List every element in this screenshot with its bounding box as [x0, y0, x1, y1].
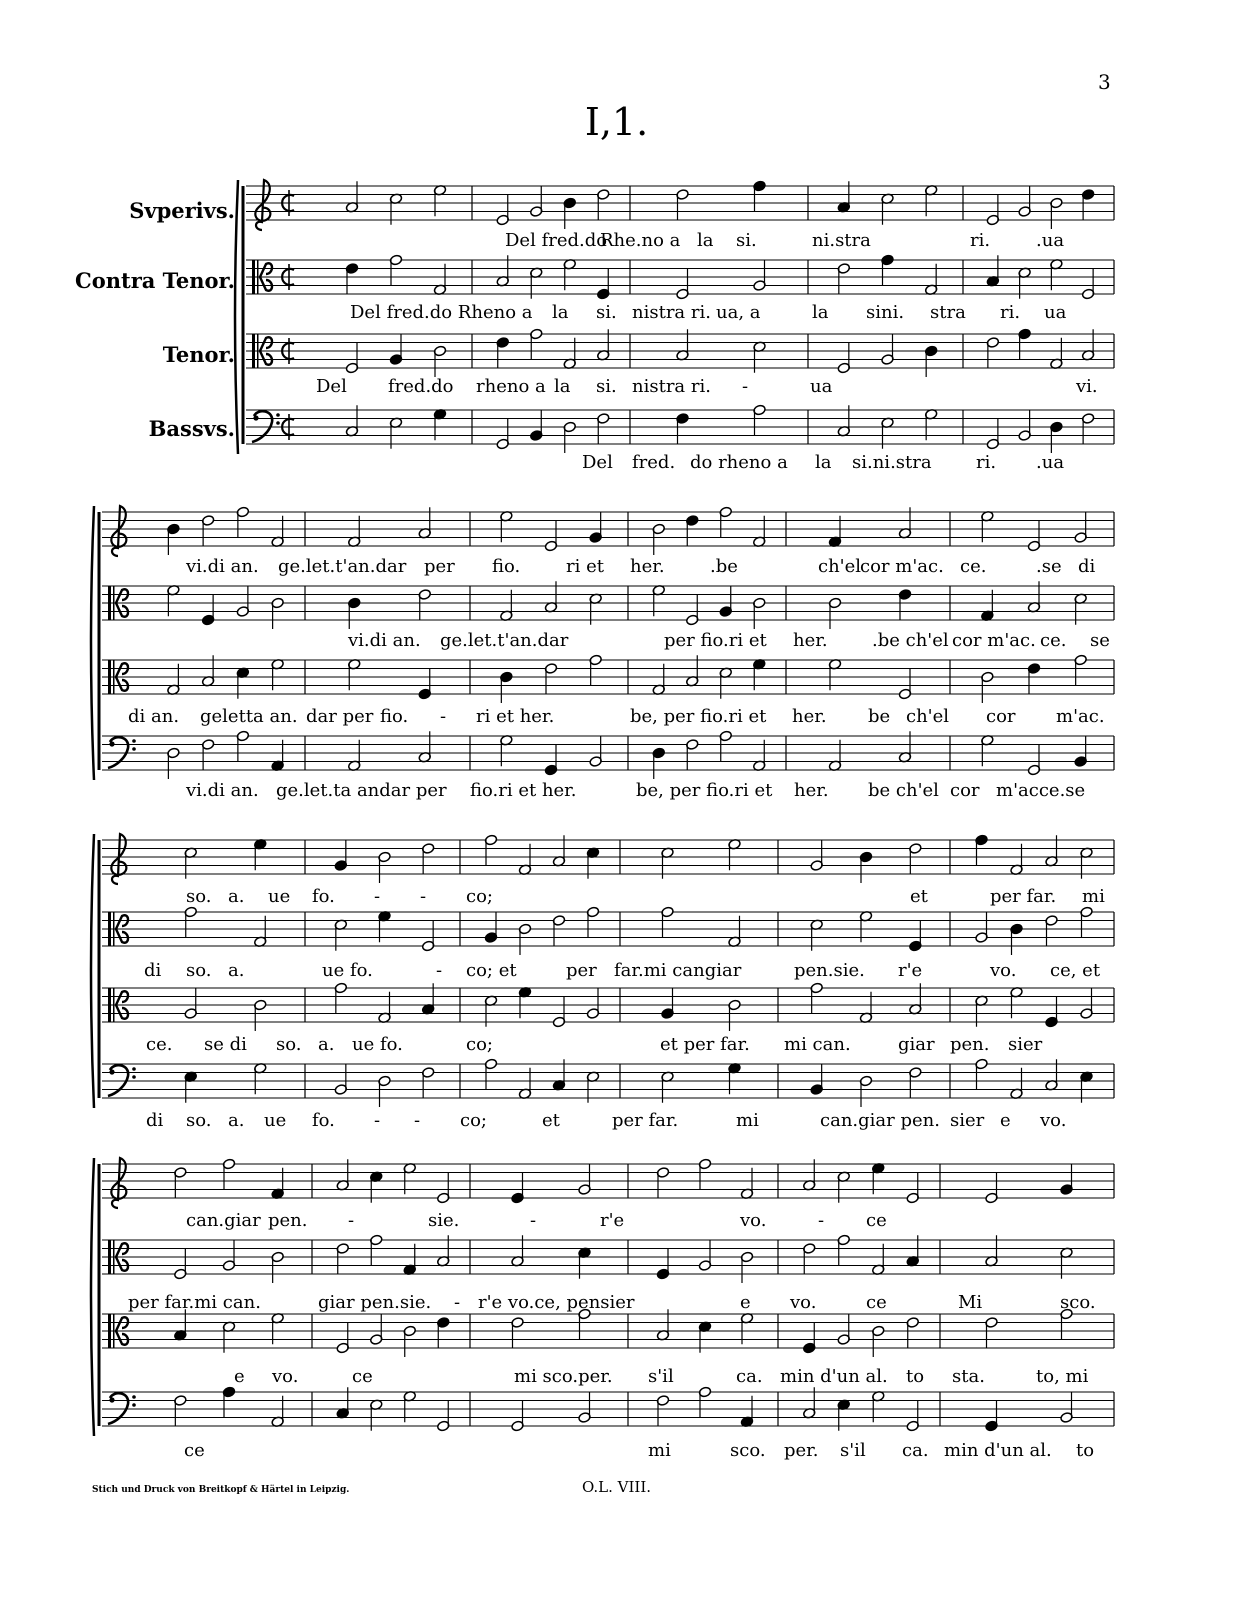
lyric-syllable: her.	[794, 780, 829, 801]
c-clef-icon	[257, 334, 259, 368]
lyric-syllable: ri.	[1000, 302, 1021, 323]
publisher-imprint: Stich und Druck von Breitkopf & Härtel in Leipzig.	[92, 1485, 350, 1495]
lyric-syllable: vo.	[272, 1366, 299, 1387]
lyric-syllable: r'e	[898, 960, 923, 981]
lyric-syllable: so.	[276, 1034, 302, 1055]
bass-clef-dot	[109, 1397, 114, 1402]
lyric-syllable: ri et	[566, 556, 604, 577]
lyric-syllable: cor m'ac.	[952, 630, 1036, 651]
lyric-syllable: mi sco.per.	[514, 1366, 613, 1387]
bass-clef-dot	[276, 421, 280, 425]
lyric-syllable: fio.ri et her.	[470, 780, 577, 801]
lyric-syllable: la	[697, 230, 714, 251]
lyric-syllable: be, per fio.ri et	[630, 706, 767, 727]
lyric-syllable: m'acce.se	[996, 780, 1086, 801]
c-clef-icon	[252, 334, 255, 368]
lyric-syllable: ca.	[736, 1366, 763, 1387]
lyric-syllable: ce	[866, 1210, 887, 1231]
lyric-syllable: fio.	[380, 706, 409, 727]
lyric-syllable: vi.di an.	[348, 630, 421, 651]
system-brace	[91, 834, 94, 1108]
lyric-syllable: s'il	[840, 1440, 866, 1461]
lyric-syllable: pen.	[268, 1210, 308, 1231]
lyric-syllable: a.	[228, 886, 245, 907]
lyric-syllable: ri.	[976, 452, 997, 473]
c-clef-icon	[113, 912, 115, 946]
lyric-syllable: mi	[1082, 886, 1105, 907]
lyric-syllable: ce.	[1040, 630, 1067, 651]
lyric-syllable: far.mi cangiar	[614, 960, 742, 981]
bass-clef-dot	[132, 739, 136, 743]
lyric-syllable: vo.	[1040, 1110, 1067, 1131]
lyric-syllable: a.	[228, 1110, 245, 1131]
lyric-syllable: ue fo.	[352, 1034, 403, 1055]
lyric-syllable: -	[436, 960, 443, 981]
lyric-syllable: ue	[268, 886, 291, 907]
bass-clef-dot	[253, 415, 258, 420]
lyric-syllable: -	[742, 376, 749, 397]
c-clef-icon	[108, 1314, 111, 1348]
lyric-syllable: .be	[710, 556, 738, 577]
lyric-syllable: si.	[596, 302, 617, 323]
c-clef-icon	[113, 1240, 115, 1274]
bass-clef-dot	[109, 741, 114, 746]
lyric-syllable: vi.di an.	[186, 556, 259, 577]
lyric-syllable: ce, et	[1050, 960, 1101, 981]
lyric-syllable: min d'un al.	[944, 1440, 1052, 1461]
lyric-syllable: cor m'ac.	[860, 556, 944, 577]
lyric-syllable: -	[440, 706, 447, 727]
lyric-syllable: per fio.ri et	[664, 630, 767, 651]
lyric-syllable: per.	[784, 1440, 819, 1461]
lyric-syllable: -	[374, 886, 381, 907]
bass-clef-dot	[276, 413, 280, 417]
lyric-syllable: co;	[466, 886, 493, 907]
lyric-syllable: co;	[460, 1110, 487, 1131]
lyric-syllable: vi.	[1076, 376, 1098, 397]
lyric-syllable: r'e vo.ce, pensier	[478, 1292, 635, 1313]
lyric-syllable: ua	[810, 376, 833, 397]
lyric-syllable: sta.	[952, 1366, 985, 1387]
lyric-syllable: giar pen.sie.	[318, 1292, 432, 1313]
c-clef-icon	[113, 988, 115, 1022]
lyric-syllable: -	[530, 1210, 537, 1231]
lyric-syllable: Del fred.do Rheno a	[350, 302, 533, 323]
lyric-syllable: .ua	[1036, 452, 1065, 473]
lyric-syllable: ni.stra	[812, 230, 871, 251]
lyric-syllable: geletta an.	[200, 706, 298, 727]
lyric-syllable: co; et	[466, 960, 517, 981]
lyric-syllable: e	[1000, 1110, 1011, 1131]
lyric-syllable: vo.	[990, 960, 1017, 981]
lyric-syllable: ua	[1044, 302, 1067, 323]
lyric-syllable: her.	[792, 706, 827, 727]
lyric-syllable: to, mi	[1036, 1366, 1089, 1387]
lyric-syllable: pen.sie.	[794, 960, 865, 981]
bass-clef-dot	[109, 1069, 114, 1074]
lyric-syllable: sco.	[1060, 1292, 1096, 1313]
lyric-syllable: -	[420, 886, 427, 907]
lyric-syllable: di	[144, 960, 162, 981]
lyric-syllable: dar per	[306, 706, 374, 727]
lyric-syllable: ge.let.t'an.dar	[278, 556, 407, 577]
lyric-syllable: -	[818, 1210, 825, 1231]
lyric-syllable: sco.	[730, 1440, 766, 1461]
lyric-syllable: fred.do	[388, 376, 454, 397]
lyric-syllable: be	[868, 706, 891, 727]
lyric-syllable: nistra ri.	[632, 302, 711, 323]
c-clef-icon	[113, 586, 115, 620]
lyric-syllable: be, per fio.ri et	[636, 780, 773, 801]
lyric-syllable: to	[1076, 1440, 1095, 1461]
lyric-syllable: ue fo.	[322, 960, 373, 981]
lyric-syllable: can.giar	[186, 1210, 261, 1231]
lyric-syllable: -	[374, 1110, 381, 1131]
lyric-syllable: do rheno a	[690, 452, 788, 473]
lyric-syllable: ce	[866, 1292, 887, 1313]
lyric-syllable: sie.	[428, 1210, 460, 1231]
bass-clef-dot	[132, 747, 136, 751]
lyric-syllable: ch'el	[818, 556, 862, 577]
lyric-syllable: fo.	[312, 1110, 335, 1131]
lyric-syllable: per far.	[990, 886, 1057, 907]
c-clef-icon	[108, 912, 111, 946]
lyric-syllable: min d'un al.	[780, 1366, 888, 1387]
bass-clef-dot	[132, 1395, 136, 1399]
lyric-syllable: cor	[986, 706, 1016, 727]
page-number: 3	[1098, 70, 1111, 94]
lyric-syllable: pen.	[950, 1034, 990, 1055]
lyric-syllable: nistra ri.	[632, 376, 711, 397]
bass-clef-dot	[132, 1067, 136, 1071]
lyric-syllable: si.ni.stra	[852, 452, 932, 473]
c-clef-icon	[113, 1314, 115, 1348]
lyric-syllable: her.	[630, 556, 665, 577]
lyric-syllable: per	[424, 556, 455, 577]
lyric-syllable: ce	[184, 1440, 205, 1461]
c-clef-icon	[108, 660, 111, 694]
lyric-syllable: .ua	[1036, 230, 1065, 251]
system-brace	[91, 506, 94, 780]
lyric-syllable: e	[234, 1366, 245, 1387]
c-clef-icon	[108, 586, 111, 620]
lyric-syllable: sini.	[866, 302, 905, 323]
lyric-syllable: ca.	[902, 1440, 929, 1461]
lyric-syllable: r'e	[600, 1210, 625, 1231]
lyric-syllable: -	[348, 1210, 355, 1231]
lyric-syllable: ue	[264, 1110, 287, 1131]
lyric-syllable: di	[1078, 556, 1096, 577]
lyric-syllable: Del fred.do	[505, 230, 608, 251]
lyric-syllable: ri et her.	[476, 706, 555, 727]
treble-clef-icon	[255, 180, 270, 230]
lyric-syllable: fo.	[312, 886, 335, 907]
lyric-syllable: ua, a	[716, 302, 761, 323]
lyric-syllable: vo.	[790, 1292, 817, 1313]
c-clef-icon	[252, 260, 255, 294]
lyric-syllable: cor	[950, 780, 980, 801]
lyric-syllable: giar	[898, 1034, 935, 1055]
lyric-syllable: sier	[950, 1110, 985, 1131]
c-clef-icon	[108, 988, 111, 1022]
lyric-syllable: se di	[204, 1034, 247, 1055]
lyric-syllable: -	[414, 1110, 421, 1131]
lyric-syllable: a.	[228, 960, 245, 981]
treble-clef-icon	[111, 834, 126, 884]
lyric-syllable: .se	[1036, 556, 1062, 577]
lyric-syllable: Del	[582, 452, 613, 473]
lyric-syllable: Del	[316, 376, 347, 397]
lyric-syllable: ge.let.t'an.dar	[440, 630, 569, 651]
lyric-syllable: s'il	[648, 1366, 674, 1387]
lyric-syllable: be ch'el	[868, 780, 939, 801]
bass-clef-dot	[132, 1403, 136, 1407]
part-name-bassus: Bassvs.	[148, 416, 235, 441]
piece-title: I,1.	[584, 100, 649, 144]
lyric-syllable: mi	[648, 1440, 671, 1461]
lyric-syllable: ce.	[960, 556, 987, 577]
lyric-syllable: si.	[736, 230, 757, 251]
c-clef-icon	[108, 1240, 111, 1274]
lyric-syllable: di	[146, 1110, 164, 1131]
lyric-syllable: la	[552, 302, 569, 323]
lyric-syllable: .be ch'el	[872, 630, 949, 651]
part-name-contratenor: Contra Tenor.	[75, 268, 235, 293]
lyric-syllable: sier	[1008, 1034, 1043, 1055]
lyric-syllable: si.	[596, 376, 617, 397]
treble-clef-icon	[111, 1158, 126, 1208]
lyric-syllable: se	[1090, 630, 1110, 651]
lyric-syllable: rheno a	[476, 376, 546, 397]
lyric-syllable: fio.	[492, 556, 521, 577]
part-name-tenor: Tenor.	[162, 342, 235, 367]
lyric-syllable: la	[812, 302, 829, 323]
lyric-syllable: mi can.	[784, 1034, 851, 1055]
system-brace	[235, 180, 238, 454]
lyric-syllable: vo.	[740, 1210, 767, 1231]
lyric-syllable: to	[906, 1366, 925, 1387]
lyric-syllable: ge.let.ta andar per	[276, 780, 447, 801]
bass-clef-dot	[132, 1075, 136, 1079]
lyric-syllable: la	[815, 452, 832, 473]
lyric-syllable: di an.	[128, 706, 180, 727]
catalog-number: O.L. VIII.	[581, 1478, 652, 1496]
lyric-syllable: Mi	[958, 1292, 983, 1313]
part-name-superius: Svperivs.	[129, 198, 235, 223]
system-brace	[91, 1158, 94, 1436]
lyric-syllable: so.	[186, 1110, 212, 1131]
lyric-syllable: ch'el	[906, 706, 950, 727]
lyric-syllable: so.	[186, 886, 212, 907]
lyric-syllable: vi.di an.	[186, 780, 259, 801]
lyric-syllable: mi	[736, 1110, 759, 1131]
lyric-syllable: per far.	[612, 1110, 679, 1131]
lyric-syllable: her.	[793, 630, 828, 651]
lyric-syllable: ce	[352, 1366, 373, 1387]
treble-clef-icon	[111, 506, 126, 556]
lyric-syllable: Rhe.no a	[600, 230, 681, 251]
lyric-syllable: -	[454, 1292, 461, 1313]
lyric-syllable: a.	[318, 1034, 335, 1055]
lyric-syllable: per far.mi can.	[128, 1292, 261, 1313]
lyric-syllable: can.giar pen.	[820, 1110, 940, 1131]
lyric-syllable: la	[554, 376, 571, 397]
c-clef-icon	[257, 260, 259, 294]
lyric-syllable: ce.	[146, 1034, 173, 1055]
lyric-syllable: so.	[186, 960, 212, 981]
lyric-syllable: fred.	[632, 452, 676, 473]
lyric-syllable: et	[542, 1110, 560, 1131]
lyric-syllable: e	[740, 1292, 751, 1313]
lyric-syllable: m'ac.	[1056, 706, 1105, 727]
lyric-syllable: stra	[930, 302, 966, 323]
lyric-syllable: co;	[466, 1034, 493, 1055]
lyric-syllable: ri.	[970, 230, 991, 251]
lyric-syllable: et per far.	[660, 1034, 750, 1055]
c-clef-icon	[113, 660, 115, 694]
lyric-syllable: et	[910, 886, 928, 907]
lyric-syllable: per	[566, 960, 597, 981]
